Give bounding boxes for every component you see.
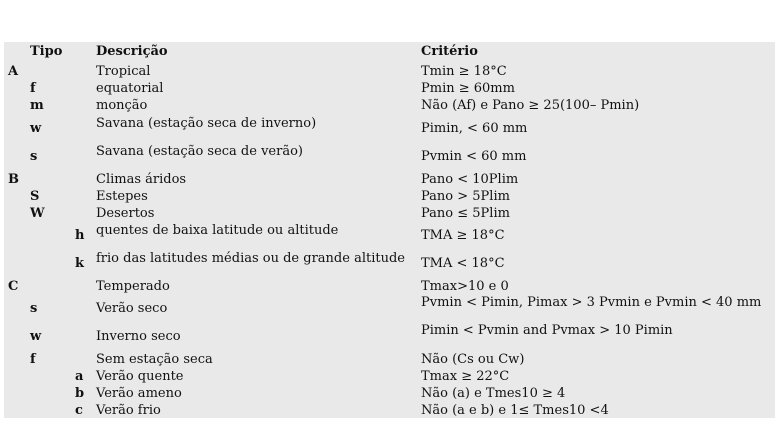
- type-code-c2: S: [30, 189, 40, 204]
- type-code-c2: W: [30, 206, 45, 221]
- description-cell: Savana (estação seca de verão): [96, 144, 303, 159]
- description-cell: Temperado: [96, 279, 170, 294]
- criterion-cell: Não (Cs ou Cw): [421, 352, 525, 367]
- type-code-c1: A: [8, 64, 19, 79]
- type-code-c2: w: [30, 329, 42, 344]
- description-cell: Sem estação seca: [96, 352, 213, 367]
- type-code-c2: s: [30, 301, 38, 316]
- description-cell: equatorial: [96, 81, 164, 96]
- description-cell: Savana (estação seca de inverno): [96, 116, 317, 131]
- type-code-c1: C: [8, 279, 19, 294]
- type-code-c3: a: [75, 369, 84, 384]
- criterion-cell: Pmin ≥ 60mm: [421, 81, 515, 96]
- description-cell: Verão ameno: [96, 386, 182, 401]
- description-cell: Inverno seco: [96, 329, 181, 344]
- criterion-cell: TMA ≥ 18°C: [421, 228, 505, 243]
- description-cell: quentes de baixa latitude ou altitude: [96, 223, 339, 238]
- description-cell: Verão frio: [96, 403, 161, 418]
- criterion-cell: Pano > 5Plim: [421, 189, 510, 204]
- type-code-c3: c: [75, 403, 83, 418]
- description-cell: Verão quente: [96, 369, 184, 384]
- description-cell: Desertos: [96, 206, 155, 221]
- description-cell: monção: [96, 98, 148, 113]
- type-code-c2: s: [30, 149, 38, 164]
- criterion-cell: Pano ≤ 5Plim: [421, 206, 510, 221]
- criterion-cell: Pano < 10Plim: [421, 172, 519, 187]
- description-cell: Verão seco: [96, 301, 168, 316]
- type-code-c3: b: [75, 386, 85, 401]
- type-code-c3: k: [75, 256, 85, 271]
- criterion-cell: Tmax>10 e 0: [421, 279, 509, 294]
- criterion-cell: Pvmin < Pimin, Pimax > 3 Pvmin e Pvmin < 40 mm: [421, 295, 762, 310]
- criterion-cell: Não (Af) e Pano ≥ 25(100– Pmin): [421, 98, 640, 113]
- header-criterio: Critério: [421, 44, 478, 59]
- criterion-cell: Pvmin < 60 mm: [421, 149, 527, 164]
- criterion-cell: Tmax ≥ 22°C: [421, 369, 510, 384]
- criterion-cell: Pimin, < 60 mm: [421, 121, 528, 136]
- type-code-c2: f: [30, 81, 36, 96]
- description-cell: Climas áridos: [96, 172, 187, 187]
- description-cell: frio das latitudes médias ou de grande altitude: [96, 251, 405, 266]
- header-tipo: Tipo: [30, 44, 63, 59]
- type-code-c2: f: [30, 352, 36, 367]
- header-descricao: Descrição: [96, 44, 168, 59]
- criterion-cell: TMA < 18°C: [421, 256, 505, 271]
- criterion-cell: Não (a) e Tmes10 ≥ 4: [421, 386, 566, 401]
- criterion-cell: Tmin ≥ 18°C: [421, 64, 507, 79]
- criterion-cell: Pimin < Pvmin and Pvmax > 10 Pimin: [421, 323, 673, 338]
- type-code-c2: m: [30, 98, 44, 113]
- type-code-c1: B: [8, 172, 19, 187]
- criterion-cell: Não (a e b) e 1≤ Tmes10 <4: [421, 403, 609, 418]
- climate-classification-table: [4, 42, 775, 418]
- type-code-c3: h: [75, 228, 85, 243]
- description-cell: Estepes: [96, 189, 148, 204]
- description-cell: Tropical: [96, 64, 151, 79]
- type-code-c2: w: [30, 121, 42, 136]
